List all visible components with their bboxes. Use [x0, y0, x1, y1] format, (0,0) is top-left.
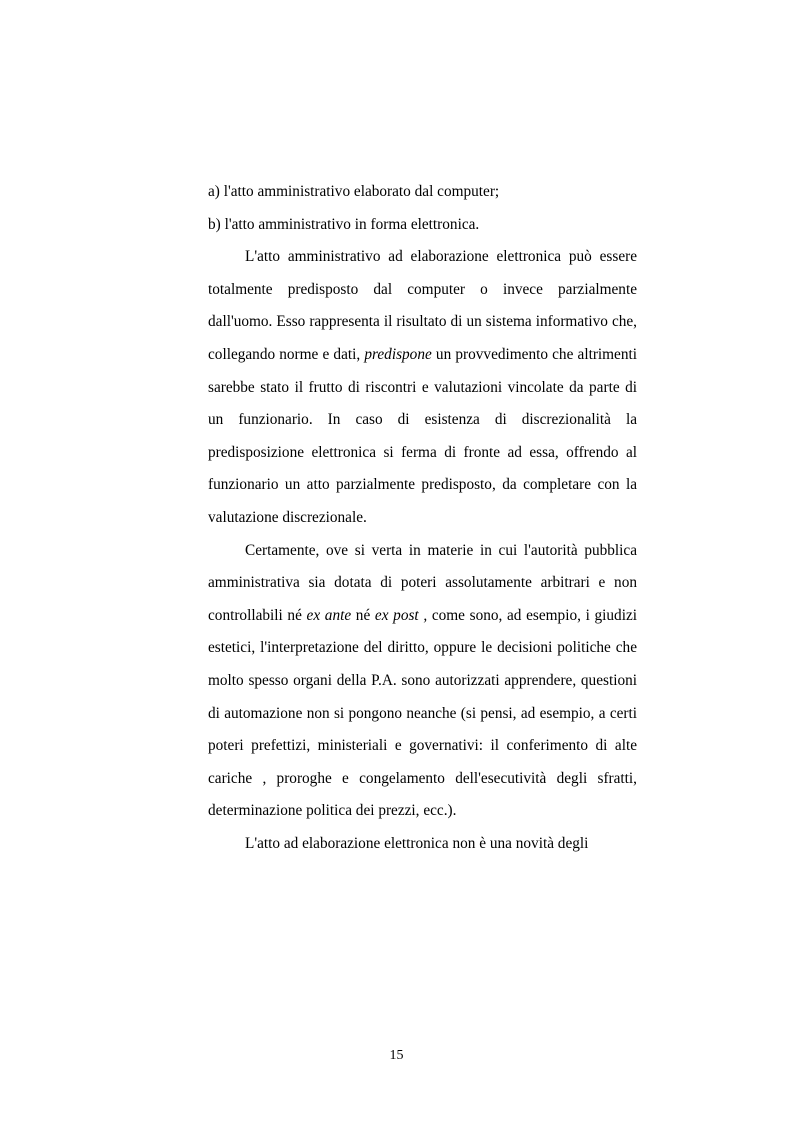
body-text — [208, 176, 637, 860]
list-item-b: b) l'atto amministrativo in forma elettronica. — [208, 215, 480, 233]
paragraph-2-text-b: né — [351, 606, 375, 624]
paragraph-2-text-c: come sono, ad esempio, i giudizi estetici, l'interpretazione del diritto, oppure le decisioni politiche che molto spesso organi della P.A. sono autorizzati apprendere, questioni di automazione non si pongono neanche (si pensi, ad esempio, a certi poteri prefettizi, ministeriali e governativi: il conferimento di alte cariche , proroghe e congelamento dell'esecutività degli sfratti, determinazione politica dei prezzi, ecc.). — [208, 606, 637, 820]
list-item-a: a) l'atto amministrativo elaborato dal computer; — [208, 183, 500, 200]
paragraph-1-italic: predispone — [364, 345, 432, 363]
page-number: 15 — [389, 1048, 404, 1063]
paragraph-1-text-a: L'atto amministrativo ad elaborazione elettronica può essere totalmente predisposto dal computer o invece parzialmente dall'uomo. Esso rappresenta il risultato di un sistema informativo che, collegando norme e dati, — [208, 248, 637, 363]
paragraph-2-text-a: Certamente, ove si verta in materie in cui l'autorità pubblica amministrativa sia dotata di poteri assolutamente arbitrari e non controllabili né — [208, 541, 637, 624]
paragraph-2-italic-ex-post: ex post , — [374, 606, 428, 624]
paragraph-2 — [208, 535, 637, 828]
paragraph-1 — [208, 241, 637, 534]
paragraph-3: L'atto ad elaborazione elettronica non è una novità degli — [245, 834, 589, 852]
paragraph-2-italic-ex-ante: ex ante — [306, 606, 352, 624]
paragraph-1-text-b: un provvedimento che altrimenti sarebbe stato il frutto di riscontri e valutazioni vincolate da parte di un funzionario. In caso di esistenza di discrezionalità la predisposizione elettronica si ferma di fronte ad essa, offrendo al funzionario un atto parzialmente predisposto, da completare con la valutazione discrezionale. — [208, 345, 637, 526]
